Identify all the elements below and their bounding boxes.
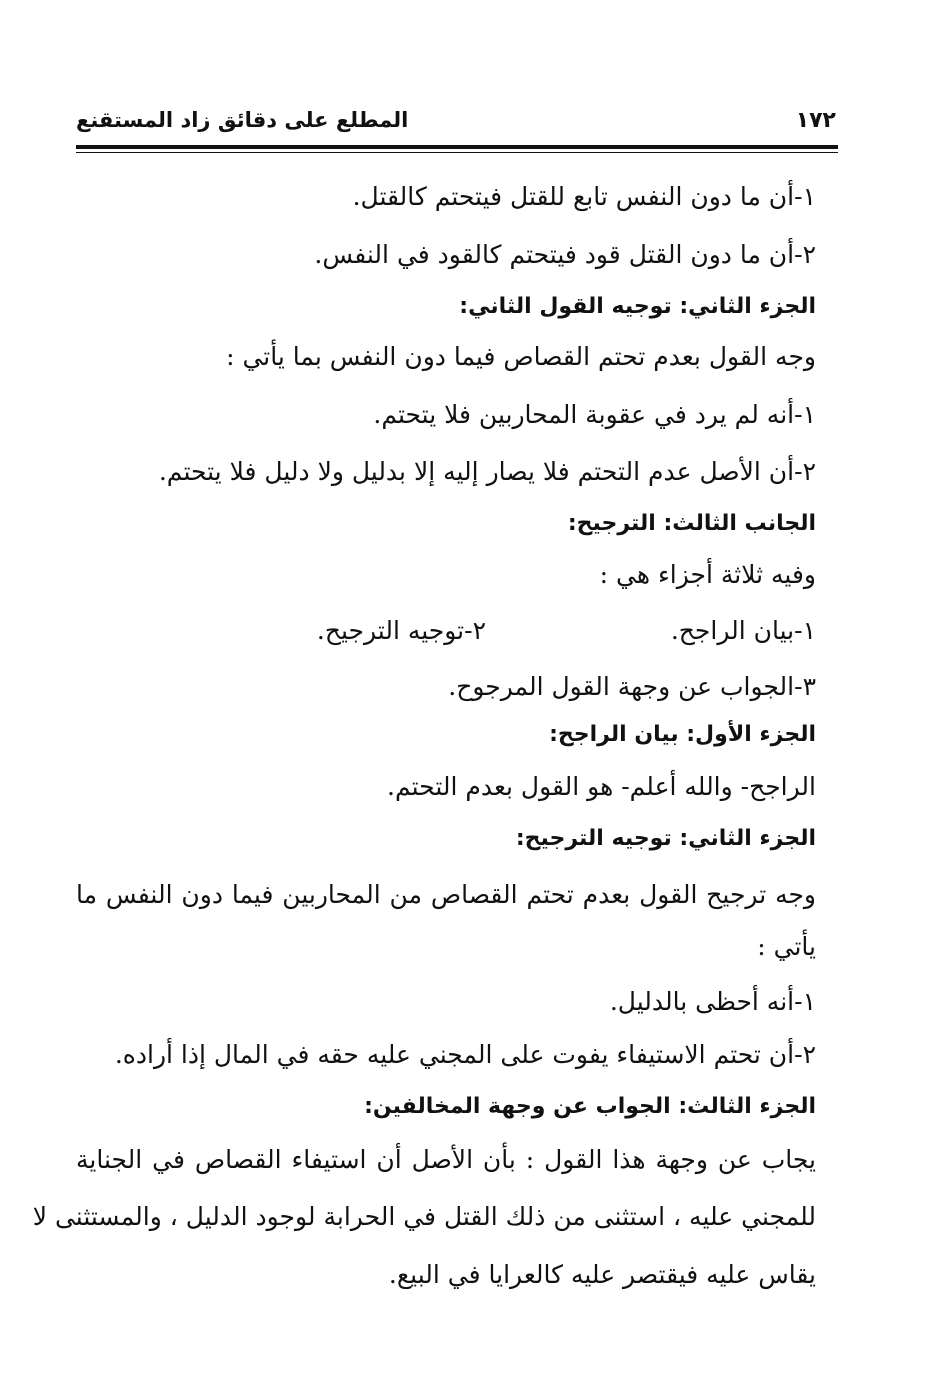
text-line-8: ٣-الجواب عن وجهة القول المرجوح. <box>448 672 816 701</box>
page-number: ١٧٢ <box>795 108 836 133</box>
paragraph-line-10: وجه ترجيح القول بعدم تحتم القصاص من المحاربين فيما دون النفس ما <box>76 880 816 909</box>
header-rule-thin <box>76 152 838 153</box>
section-heading-part2: الجزء الثاني: توجيه الترجيح: <box>515 826 816 851</box>
text-item-7b: ٢-توجيه الترجيح. <box>316 616 486 645</box>
text-line-13: ٢-أن تحتم الاستيفاء يفوت على المجني عليه حقه في المال إذا أراده. <box>114 1040 816 1069</box>
text-line-11: يأتي : <box>757 932 816 961</box>
text-line-12: ١-أنه أحظى بالدليل. <box>609 987 816 1016</box>
text-item-7a: ١-بيان الراجح. <box>670 616 816 645</box>
section-heading-part3: الجزء الثالث: الجواب عن وجهة المخالفين: <box>364 1094 816 1119</box>
text-line-3: وجه القول بعدم تحتم القصاص فيما دون النفس بما يأتي : <box>226 342 816 371</box>
page-header <box>76 104 836 144</box>
text-line-2: ٢-أن ما دون القتل قود فيتحتم كالقود في النفس. <box>314 240 816 269</box>
text-line-9: الراجح- والله أعلم- هو القول بعدم التحتم. <box>387 772 816 801</box>
text-line-5: ٢-أن الأصل عدم التحتم فلا يصار إليه إلا بدليل ولا دليل فلا يتحتم. <box>158 457 816 486</box>
text-line-16: يقاس عليه فيقتصر عليه كالعرايا في البيع. <box>388 1260 816 1289</box>
section-heading-preference: الجانب الثالث: الترجيح: <box>567 511 816 536</box>
text-line-1: ١-أن ما دون النفس تابع للقتل فيتحتم كالقتل. <box>352 182 816 211</box>
section-heading-part2-view2: الجزء الثاني: توجيه القول الثاني: <box>459 294 816 319</box>
paragraph-line-14: يجاب عن وجهة هذا القول : بأن الأصل أن استيفاء القصاص في الجناية <box>76 1145 816 1174</box>
paragraph-line-15: للمجني عليه ، استثنى من ذلك القتل في الحرابة لوجود الدليل ، والمستثنى لا <box>32 1202 816 1231</box>
section-heading-part1: الجزء الأول: بيان الراجح: <box>549 722 816 747</box>
book-title: المطلع على دقائق زاد المستقنع <box>76 108 409 132</box>
text-line-4: ١-أنه لم يرد في عقوبة المحاربين فلا يتحتم. <box>373 400 816 429</box>
header-rule-thick <box>76 145 838 149</box>
text-line-6: وفيه ثلاثة أجزاء هي : <box>599 560 816 589</box>
